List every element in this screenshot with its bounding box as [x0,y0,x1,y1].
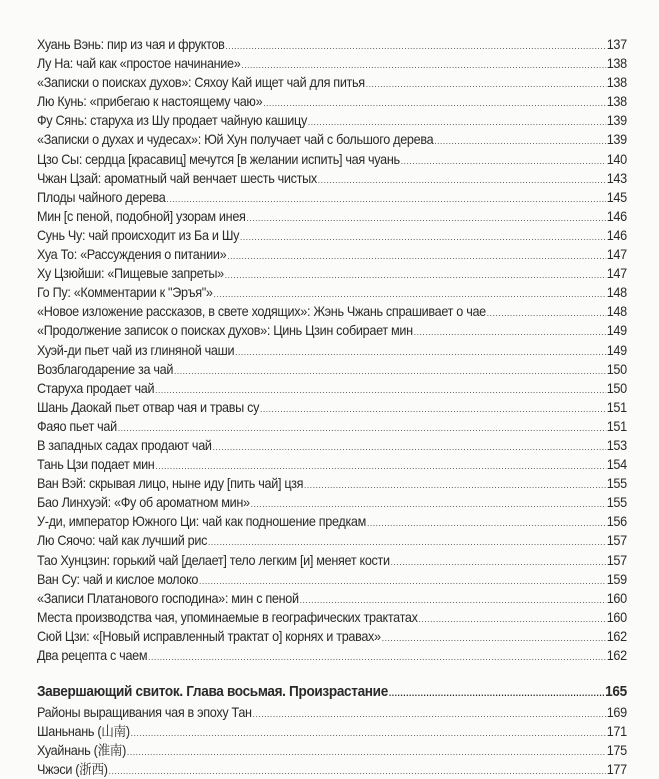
chapter-page: 165 [605,684,627,701]
toc-entry-title: Сюй Цзи: «[Новый исправленный трактат о] корнях и травах» [37,628,381,644]
toc-entry [37,207,627,226]
toc-entry-page: 153 [606,437,627,453]
dot-leader [401,157,606,166]
toc-entry-page: 156 [606,514,627,530]
toc-entry-title: Сунь Чу: чай происходит из Ба и Шу [37,227,240,243]
dot-leader [208,538,606,547]
dot-leader [414,328,606,337]
dot-leader [174,367,606,376]
toc-entry [37,627,627,646]
toc-entry-title: Плоды чайного дерева [37,189,166,205]
toc-entry-title: Два рецепта с чаем [37,648,148,663]
toc-entry [37,646,627,665]
dot-leader [251,500,606,509]
toc-entry-page: 177 [606,762,627,778]
toc-entry-title: Лю Сяочо: чай как лучший рис [37,533,208,549]
dot-leader [391,558,606,567]
toc-entry-title: Хуайнань (淮南) [37,743,127,759]
toc-entry [37,169,627,188]
toc-entry [37,302,627,321]
toc-entry-title: «Записи Платанового господина»: мин с пеной [37,590,299,606]
dot-leader [213,443,606,452]
toc-entry [37,436,627,455]
toc-entry-title: Фаяо пьет чай [37,418,117,434]
toc-entry-title: Го Пу: «Комментарии к "Эръя"» [37,285,213,301]
toc-entry-page: 150 [606,380,627,396]
toc-entry [37,608,627,627]
dot-leader [308,118,606,127]
toc-entry-page: 171 [606,724,627,740]
toc-entry-page: 162 [606,648,627,663]
toc-entry [37,570,627,589]
toc-entry [37,73,627,92]
toc-entry-page: 137 [606,37,627,52]
toc-entry [37,703,627,722]
toc-entry-page: 162 [606,628,627,644]
dot-leader [155,462,605,471]
toc-entry-page: 151 [606,418,627,434]
toc-entry [37,741,627,760]
toc-entry-title: Фу Сянь: старуха из Шу продает чайную кашицу [37,113,307,129]
toc-entry-page: 147 [606,247,627,263]
toc-entry [37,589,627,608]
toc-entry-page: 155 [606,495,627,511]
dot-leader [118,424,606,433]
toc-entry-title: Тань Цзи подает мин [37,457,155,473]
toc-entry-page: 160 [606,590,627,606]
toc-chapter-heading [37,681,627,703]
toc-entry [37,760,627,779]
toc-entry [37,493,627,512]
toc-entry [37,226,627,245]
toc-entry-title: «Записки о духах и чудесах»: Юй Хун получает чай с большого дерева [37,132,434,148]
toc-entry [37,264,627,283]
toc-entry-title: Шаньнань (山南) [37,724,130,740]
toc-entry [37,455,627,474]
toc-entry [37,551,627,570]
toc-entry-title: Лу На: чай как «простое начинание» [37,56,241,72]
toc-entry-page: 143 [606,170,627,186]
dot-leader [434,137,606,146]
toc-entry-title: «Продолжение записок о поисках духов»: Цинь Цзин собирает мин [37,323,413,339]
toc-entry-title: Ван Вэй: скрывая лицо, ныне иду [пить чай] цзя [37,476,304,492]
toc-entry [37,417,627,436]
toc-entry-title: Чжан Цзай: ароматный чай венчает шесть чистых [37,170,317,186]
toc-entry-title: Возблагодарение за чай [37,361,174,377]
toc-entry-page: 157 [606,533,627,549]
toc-entry-title: Чжэси (浙西) [37,762,108,778]
toc-entry [37,283,627,302]
toc-entry-title: Тао Хунцзин: горький чай [делает] тело легким [и] меняет кости [37,552,390,568]
chapter-title: Завершающий свиток. Глава восьмая. Произрастание [37,684,388,701]
toc-entry-page: 138 [606,56,627,72]
toc-entry-title: Лю Кунь: «прибегаю к настоящему чаю» [37,94,263,110]
toc-entry-page: 151 [606,399,627,415]
toc-entry [37,188,627,207]
toc-entry-page: 155 [606,476,627,492]
toc-entry-page: 150 [606,361,627,377]
toc-entry-title: Хуань Вэнь: пир из чая и фруктов [37,37,225,52]
dot-leader [389,689,604,698]
dot-leader [199,577,606,586]
dot-leader [235,348,606,357]
dot-leader [166,195,605,204]
dot-leader [300,596,606,605]
toc-entry-page: 146 [606,227,627,243]
toc-entry-title: Районы выращивания чая в эпоху Тан [37,705,252,721]
dot-leader [253,710,606,719]
dot-leader [131,729,606,738]
toc-entry [37,150,627,169]
toc-entry-title: Ван Су: чай и кислое молоко [37,571,199,587]
toc-entry [37,398,627,417]
toc-entry [37,321,627,340]
toc-entry-title: Хуа То: «Рассуждения о питании» [37,247,227,263]
toc-entry-title: Бао Линхуэй: «Фу об ароматном мин» [37,495,250,511]
table-of-contents [37,35,627,779]
toc-entry-title: Шань Даокай пьет отвар чая и травы су [37,399,260,415]
toc-entry-page: 148 [606,285,627,301]
toc-entry-page: 139 [606,113,627,129]
toc-entry [37,531,627,550]
section-gap [37,665,627,681]
dot-leader [155,386,606,395]
toc-entry [37,92,627,111]
dot-leader [318,176,606,185]
toc-entry [37,360,627,379]
toc-entry [37,379,627,398]
dot-leader [225,42,605,51]
toc-entry-page: 147 [606,266,627,282]
toc-entry [37,54,627,73]
dot-leader [366,80,606,89]
toc-entry-page: 175 [606,743,627,759]
toc-entry-title: У-ди, император Южного Ци: чай как подношение предкам [37,514,367,530]
toc-entry [37,722,627,741]
dot-leader [246,214,605,223]
dot-leader [240,233,606,242]
toc-entry [37,512,627,531]
toc-entry [37,130,627,149]
toc-entry-title: Цзо Сы: сердца [красавиц] мечутся [в желании испить] чая чуань [37,151,400,167]
toc-entry-page: 146 [606,208,627,224]
toc-entry-title: Мин [с пеной, подобной] узорам инея [37,208,246,224]
toc-entry [37,341,627,360]
toc-entry-page: 149 [606,342,627,358]
toc-entry-title: Старуха продает чай [37,380,155,396]
toc-entry-page: 159 [606,571,627,587]
toc-entry-page: 169 [606,705,627,721]
toc-entry-page: 139 [606,132,627,148]
toc-entry-title: «Новое изложение рассказов, в свете ходящих»: Жэнь Чжань спрашивает о чае [37,304,486,320]
toc-entry-page: 157 [606,552,627,568]
toc-entry [37,245,627,264]
toc-entry-page: 138 [606,75,627,91]
toc-entry-title: «Записки о поисках духов»: Сяхоу Кай ищет чай для питья [37,75,365,91]
dot-leader [367,519,606,528]
toc-entry-title: В западных садах продают чай [37,437,212,453]
dot-leader [263,99,606,108]
toc-entry [37,111,627,130]
toc-entry-page: 140 [606,151,627,167]
dot-leader [148,653,606,662]
dot-leader [109,767,606,776]
dot-leader [214,290,606,299]
toc-entry-page: 148 [606,304,627,320]
toc-entry-title: Хуэй-ди пьет чай из глиняной чаши [37,342,235,358]
dot-leader [225,271,606,280]
dot-leader [382,634,606,643]
toc-entry [37,35,627,54]
dot-leader [227,252,606,261]
toc-entry-page: 154 [606,457,627,473]
dot-leader [304,481,606,490]
toc-entry [37,474,627,493]
dot-leader [241,61,605,70]
dot-leader [260,405,606,414]
toc-entry-page: 138 [606,94,627,110]
toc-entry-page: 145 [606,189,627,205]
toc-entry-page: 160 [606,609,627,625]
toc-entry-page: 149 [606,323,627,339]
dot-leader [487,309,606,318]
toc-entry-title: Места производства чая, упоминаемые в географических трактатах [37,609,418,625]
dot-leader [419,615,606,624]
toc-entry-title: Ху Цзюйши: «Пищевые запреты» [37,266,224,282]
